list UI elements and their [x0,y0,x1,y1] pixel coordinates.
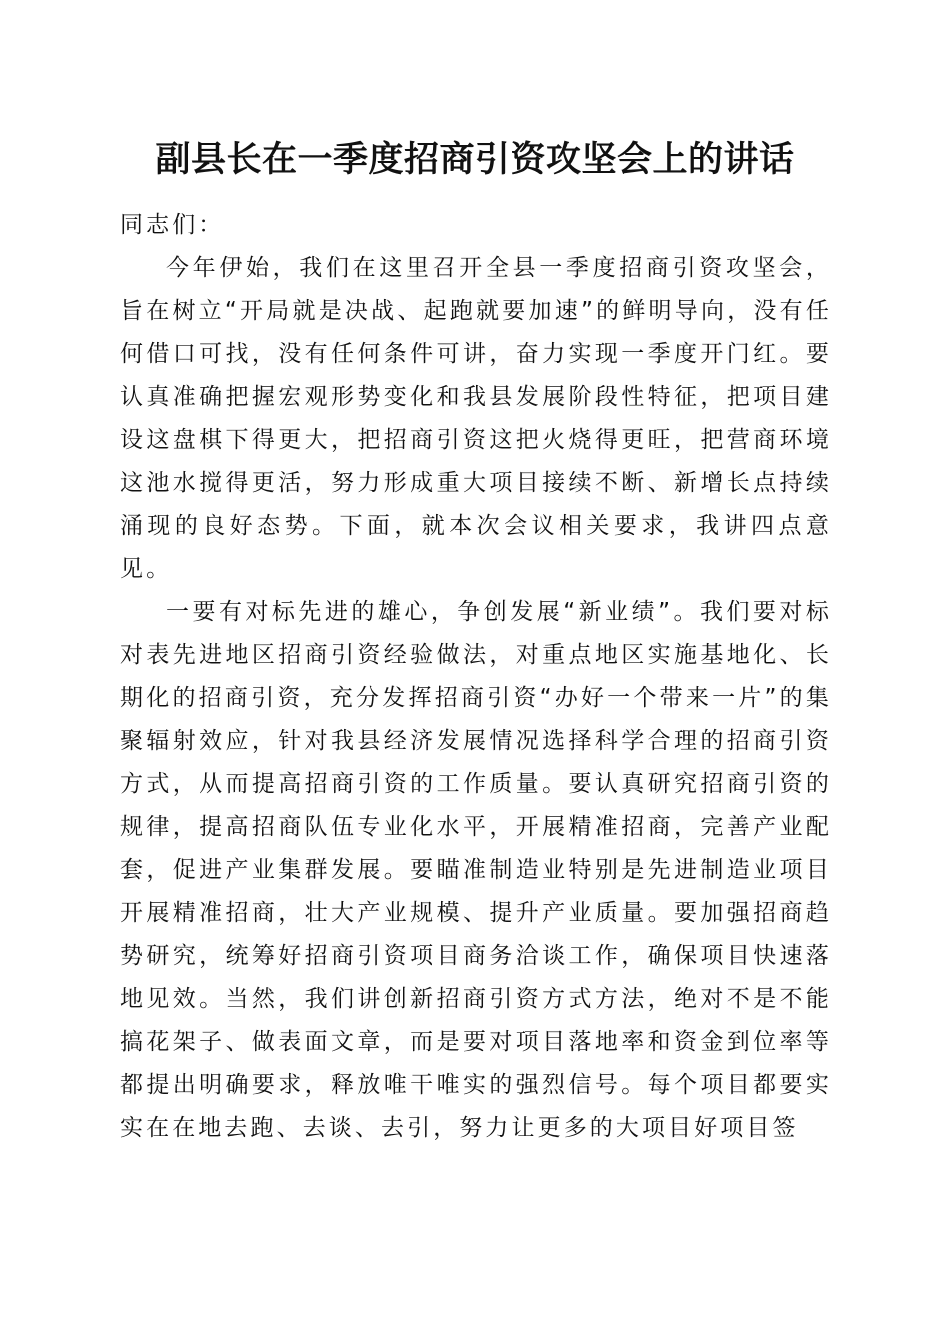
paragraph-point-one: 一要有对标先进的雄心，争创发展“新业绩”。我们要对标对表先进地区招商引资经验做法，对重点地区实施基地化、长期化的招商引资，充分发挥招商引资“办好一个带来一片”的集聚辐射效应，针对我县经济发展情况选择科学合理的招商引资方式，从而提高招商引资的工作质量。要认真研究招商引资的规律，提高招商队伍专业化水平，开展精准招商，完善产业配套，促进产业集群发展。要瞄准制造业特别是先进制造业项目开展精准招商，壮大产业规模、提升产业质量。要加强招商趋势研究，统筹好招商引资项目商务洽谈工作，确保项目快速落地见效。当然，我们讲创新招商引资方式方法，绝对不是不能搞花架子、做表面文章，而是要对项目落地率和资金到位率等都提出明确要求，释放唯干唯实的强烈信号。每个项目都要实实在在地去跑、去谈、去引，努力让更多的大项目好项目签 [120,599,832,1141]
paragraph-intro: 今年伊始，我们在这里召开全县一季度招商引资攻坚会，旨在树立“开局就是决战、起跑就要加速”的鲜明导向，没有任何借口可找，没有任何条件可讲，奋力实现一季度开门红。要认真准确把握宏观形势变化和我县发展阶段性特征，把项目建设这盘棋下得更大，把招商引资这把火烧得更旺，把营商环境这池水搅得更活，努力形成重大项目接续不断、新增长点持续涌现的良好态势。下面，就本次会议相关要求，我讲四点意见。 [120,255,832,582]
document-title: 副县长在一季度招商引资攻坚会上的讲话 [155,139,795,180]
document-body [120,204,832,1150]
salutation: 同志们： [120,212,225,238]
